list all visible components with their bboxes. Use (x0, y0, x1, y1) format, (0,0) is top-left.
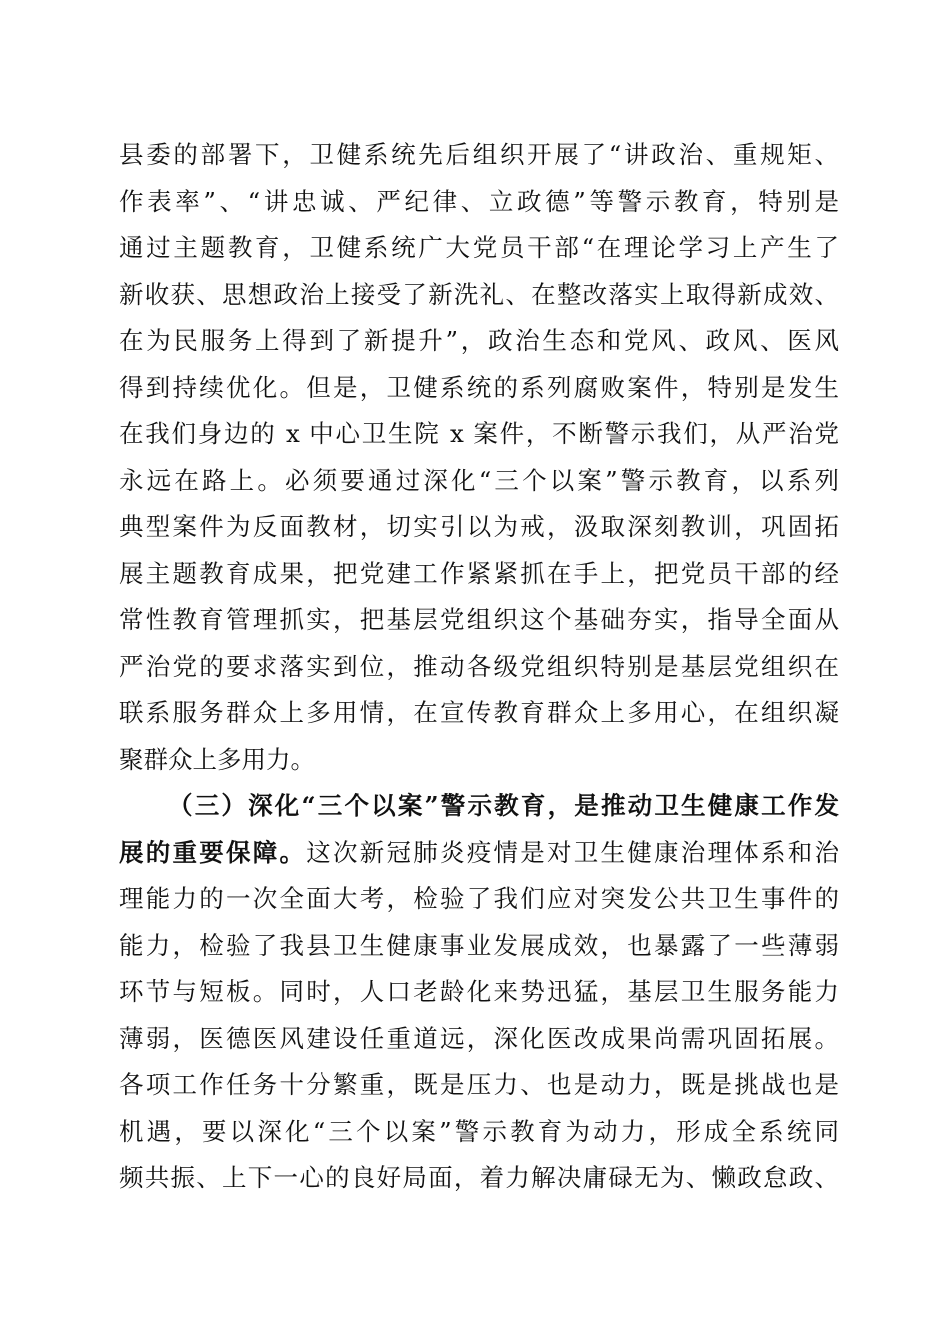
text-line (119, 830, 839, 877)
text-line: 作表率”、“讲忠诚、严纪律、立政德”等警示教育，特别是 (119, 186, 839, 216)
text-line: 严治党的要求落实到位，推动各级党组织特别是基层党组织在 (119, 651, 839, 681)
text-line: 聚群众上多用力。 (119, 744, 315, 774)
section-heading-end: 展的重要保障。 (119, 837, 307, 867)
text-line: 县委的部署下，卫健系统先后组织开展了“讲政治、重规矩、 (119, 140, 839, 169)
text-line: 机遇，要以深化“三个以案”警示教育为动力，形成全系统同 (119, 1116, 839, 1146)
text-line: 在为民服务上得到了新提升”，政治生态和党风、政风、医风 (119, 326, 839, 355)
text-line: 各项工作任务十分繁重，既是压力、也是动力，既是挑战也是 (119, 1070, 839, 1099)
text-line: 薄弱，医德医风建设任重道远，深化医改成果尚需巩固拓展。 (119, 1023, 839, 1053)
text-line: 常性教育管理抓实，把基层党组织这个基础夯实，指导全面从 (119, 605, 839, 634)
text-line: 在我们身边的 x 中心卫生院 x 案件，不断警示我们，从严治党 (119, 419, 839, 448)
text-line: 新收获、思想政治上接受了新洗礼、在整改落实上取得新成效、 (119, 279, 839, 309)
text-line: 得到持续优化。但是，卫健系统的系列腐败案件，特别是发生 (119, 372, 839, 402)
text-segment: 这次新冠肺炎疫情是对卫生健康治理体系和治 (306, 837, 839, 867)
text-line: 通过主题教育，卫健系统广大党员干部“在理论学习上产生了 (119, 233, 839, 262)
text-line: 环节与短板。同时，人口老龄化来势迅猛，基层卫生服务能力 (119, 977, 839, 1006)
document-body (119, 132, 839, 1202)
text-line: 典型案件为反面教材，切实引以为戒，汲取深刻教训，巩固拓 (119, 512, 839, 541)
text-line: 理能力的一次全面大考，检验了我们应对突发公共卫生事件的 (119, 884, 839, 913)
text-line: 展主题教育成果，把党建工作紧紧抓在手上，把党员干部的经 (119, 558, 839, 588)
text-line: 频共振、上下一心的良好局面，着力解决庸碌无为、懒政怠政、 (119, 1163, 839, 1192)
text-line: 永远在路上。必须要通过深化“三个以案”警示教育，以系列 (119, 465, 839, 495)
text-line: 联系服务群众上多用情，在宣传教育群众上多用心，在组织凝 (119, 698, 839, 727)
text-line: 能力，检验了我县卫生健康事业发展成效，也暴露了一些薄弱 (119, 930, 839, 960)
section-heading: （三）深化“三个以案”警示教育，是推动卫生健康工作发 (168, 791, 839, 820)
